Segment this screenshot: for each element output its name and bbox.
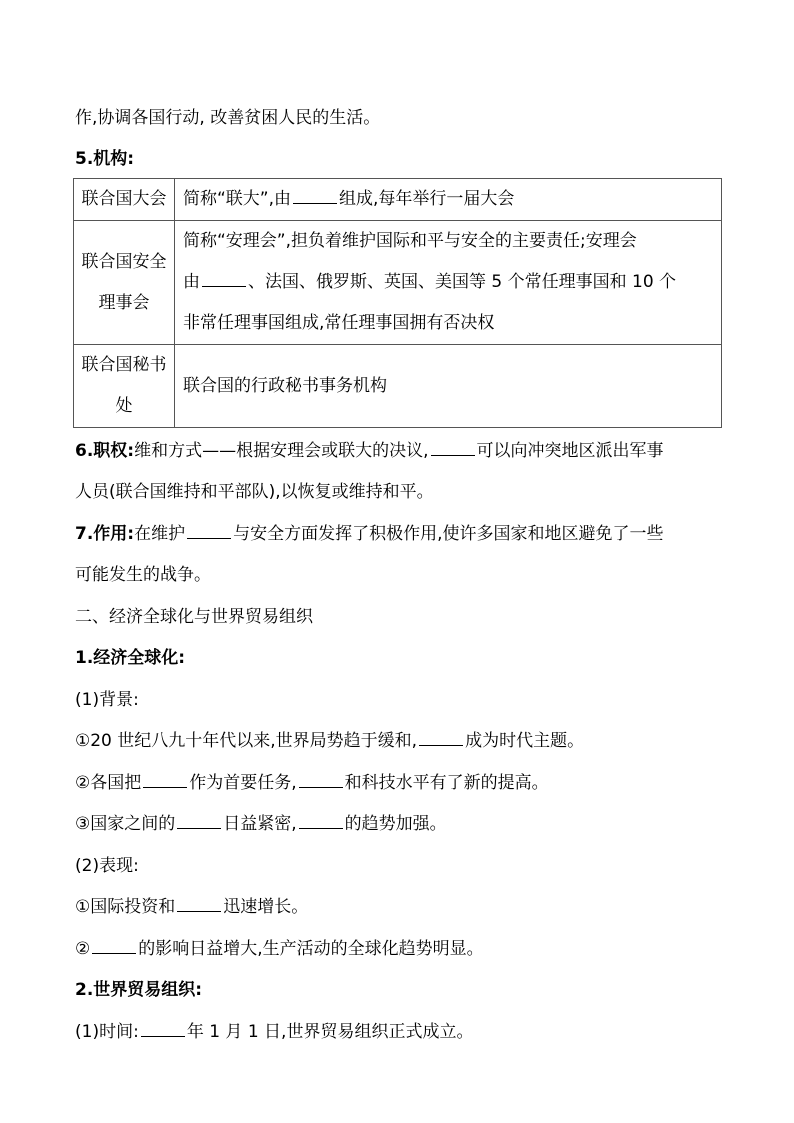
section-5-heading [75,147,134,171]
organ-name: 联合国大会 [81,189,167,209]
expression-label [75,854,139,878]
expression-item-2 [75,937,484,961]
desc-text: 简称“联大”,由 [183,189,292,209]
organ-name: 联合国秘书 [81,355,167,375]
background-item-2 [75,771,549,795]
organ-name: 处 [115,396,133,416]
body-text: ② [75,939,91,959]
organ-desc-line [183,221,713,262]
body-text: 可能发生的战争。 [75,565,211,585]
table-row [74,179,722,221]
fill-blank [299,772,343,788]
background-label [75,688,139,712]
body-text: ①20 世纪八九十年代以来,世界局势趋于缓和, [75,731,418,751]
expression-item-1 [75,895,308,919]
organ-desc-cell [175,179,722,221]
wto-time-line [75,1020,473,1044]
section-7-label: 7.作用: [75,524,135,544]
fill-blank [177,813,221,829]
desc-text: 简称“安理会”,担负着维护国际和平与安全的主要责任;安理会 [183,231,637,251]
intro-text: 作,协调各国行动, 改善贫困人民的生活。 [75,108,381,128]
body-text: 作为首要任务, [189,773,297,793]
organ-name-cell [74,179,175,221]
body-text: 维和方式——根据安理会或联大的决议, [134,441,429,461]
body-text: ②各国把 [75,773,142,793]
organ-name-cell [74,345,175,428]
desc-text: 、法国、俄罗斯、英国、美国等 5 个常任理事国和 10 个 [248,272,677,292]
body-text: 与安全方面发挥了积极作用,使许多国家和地区避免了一些 [233,524,664,544]
body-text: 的趋势加强。 [344,814,447,834]
fill-blank [419,730,463,746]
organ-desc-line [183,303,713,344]
fill-blank [202,271,246,287]
desc-text: 由 [183,272,200,292]
table-row [74,221,722,345]
fill-blank [141,1021,185,1037]
body-text: 在维护 [134,524,186,544]
intro-line [75,106,380,130]
body-text: 年 1 月 1 日,世界贸易组织正式成立。 [186,1022,474,1042]
un-organs-table [73,178,722,428]
fill-blank [431,440,475,456]
body-text: 日益紧密, [223,814,297,834]
desc-text: 非常任理事国组成,常任理事国拥有否决权 [183,313,495,333]
organ-name-cell [74,221,175,345]
organ-desc-line [183,366,713,407]
subheading-text: (1)背景: [75,690,139,710]
wto-heading [75,978,202,1002]
organ-name: 联合国安全 [81,251,167,272]
organ-desc-cell [175,345,722,428]
desc-text: 组成,每年举行一届大会 [339,189,515,209]
body-text: 成为时代主题。 [465,731,585,751]
heading-text: 2.世界贸易组织: [75,980,203,1000]
section-6-line [75,439,664,463]
fill-blank [299,813,343,829]
heading-text: 1.经济全球化: [75,648,186,668]
globalization-heading [75,646,185,670]
section-5-heading-text: 5.机构: [75,149,135,169]
body-text: ①国际投资和 [75,897,176,917]
subheading-text: (2)表现: [75,856,139,876]
section-7-line [75,522,664,546]
organ-desc-line [183,262,713,303]
fill-blank [177,896,221,912]
body-text: 人员(联合国维持和平部队),以恢复或维持和平。 [75,482,434,502]
desc-text: 联合国的行政秘书事务机构 [183,375,387,396]
body-text: 可以向冲突地区派出军事 [476,441,664,461]
section-2-title [75,605,313,629]
background-item-1 [75,729,584,753]
section-title-text: 二、经济全球化与世界贸易组织 [75,607,313,627]
section-7-line-2 [75,563,211,587]
organ-desc-line [183,179,713,220]
body-text: 和科技水平有了新的提高。 [344,773,549,793]
organ-desc-cell [175,221,722,345]
section-6-label: 6.职权: [75,441,135,461]
body-text: ③国家之间的 [75,814,176,834]
organ-name: 理事会 [98,292,150,313]
fill-blank [92,938,136,954]
table-row [74,345,722,428]
fill-blank [143,772,187,788]
fill-blank [293,188,337,204]
fill-blank [187,523,231,539]
background-item-3 [75,812,447,836]
body-text: 的影响日益增大,生产活动的全球化趋势明显。 [138,939,484,959]
section-6-line-2 [75,480,434,504]
body-text: 迅速增长。 [223,897,309,917]
body-text: (1)时间: [75,1022,139,1042]
